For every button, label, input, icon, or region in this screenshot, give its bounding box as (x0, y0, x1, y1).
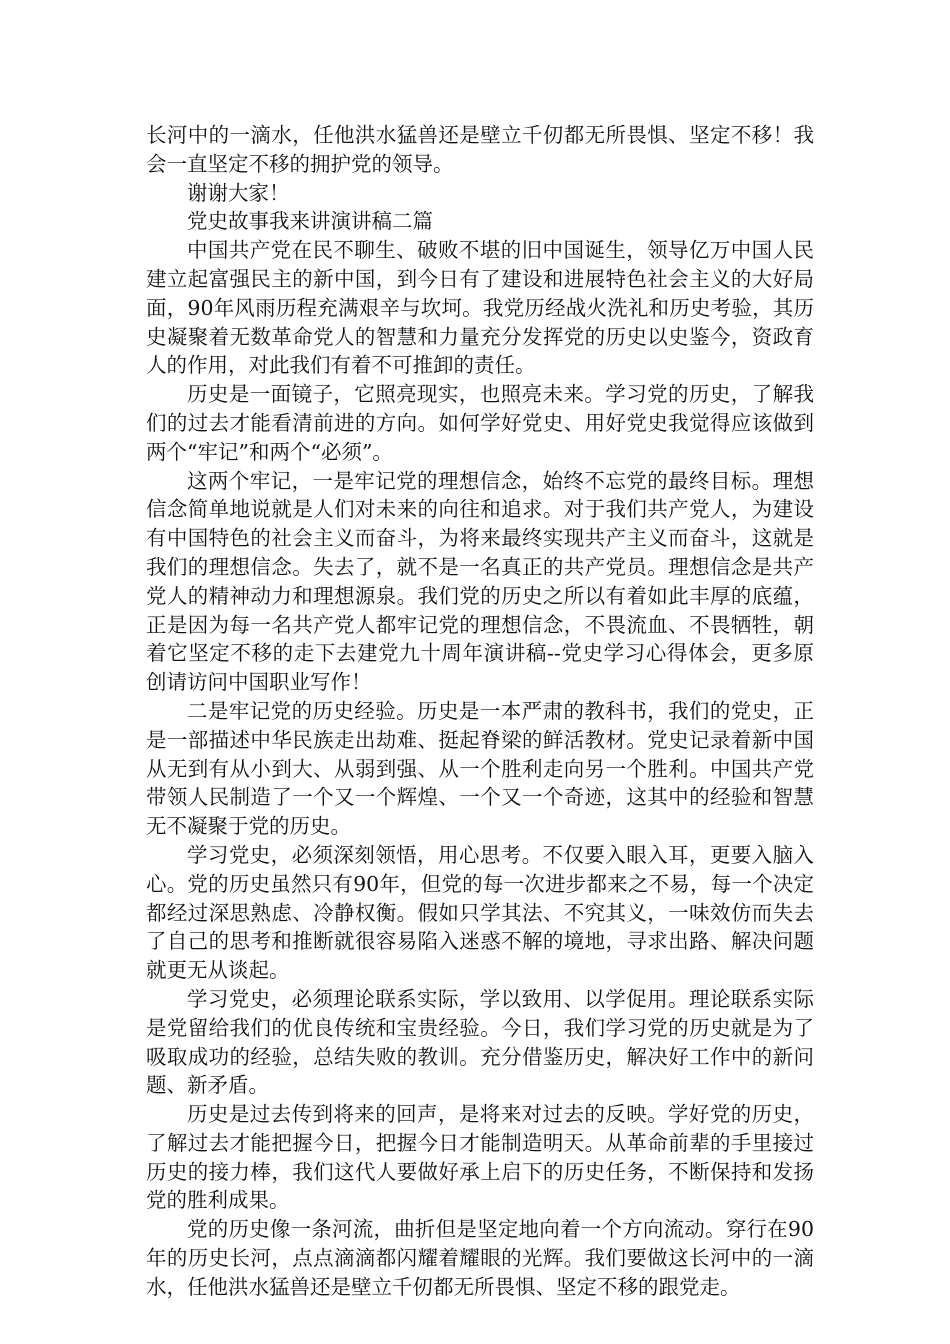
paragraph-continuation: 长河中的一滴水，任他洪水猛兽还是壁立千仞都无所畏惧、坚定不移！我会一直坚定不移的拥护党的领导。 (146, 123, 814, 176)
paragraph-thanks: 谢谢大家！ (187, 180, 290, 205)
paragraph: 这两个牢记，一是牢记党的理想信念，始终不忘党的最终目标。理想信念简单地说就是人们对未来的向往和追求。对于我们共产党人，为建设有中国特色的社会主义而奋斗，为将来最终实现共产主义而奋斗，这就是我们的理想信念。失去了，就不是一名真正的共产党员。理想信念是共产党人的精神动力和理想源泉。我们党的历史之所以有着如此丰厚的底蕴，正是因为每一名共产党人都牢记党的理想信念，不畏流血、不畏牺牲，朝着它坚定不移的走下去建党九十周年演讲稿--党史学习心得体会，更多原创请访问中国职业写作！ (146, 468, 814, 695)
paragraph: 学习党史，必须理论联系实际，学以致用、以学促用。理论联系实际是党留给我们的优良传统和宝贵经验。今日，我们学习党的历史就是为了吸取成功的经验，总结失败的教训。充分借鉴历史，解决好工作中的新问题、新矛盾。 (146, 986, 814, 1098)
section-title: 党史故事我来讲演讲稿二篇 (187, 209, 433, 234)
paragraph: 历史是一面镜子，它照亮现实，也照亮未来。学习党的历史，了解我们的过去才能看清前进的方向。如何学好党史、用好党史我觉得应该做到两个“牢记”和两个“必须”。 (146, 382, 814, 464)
paragraph: 党的历史像一条河流，曲折但是坚定地向着一个方向流动。穿行在90年的历史长河，点点滴滴都闪耀着耀眼的光辉。我们要做这长河中的一滴水，任他洪水猛兽还是壁立千仞都无所畏惧、坚定不移的跟党走。 (146, 1217, 814, 1299)
paragraph: 中国共产党在民不聊生、破败不堪的旧中国诞生，领导亿万中国人民建立起富强民主的新中国，到今日有了建设和进展特色社会主义的大好局面，90年风雨历程充满艰辛与坎坷。我党历经战火洗礼和历史考验，其历史凝聚着无数革命党人的智慧和力量充分发挥党的历史以史鉴今，资政育人的作用，对此我们有着不可推卸的责任。 (146, 238, 814, 378)
paragraph: 历史是过去传到将来的回声，是将来对过去的反映。学好党的历史，了解过去才能把握今日，把握今日才能制造明天。从革命前辈的手里接过历史的接力棒，我们这代人要做好承上启下的历史任务，不断保持和发扬党的胜利成果。 (146, 1102, 814, 1213)
document-page (146, 121, 814, 1302)
paragraph: 二是牢记党的历史经验。历史是一本严肃的教科书，我们的党史，正是一部描述中华民族走出劫难、挺起脊梁的鲜活教材。党史记录着新中国从无到有从小到大、从弱到强、从一个胜利走向另一个胜利。中国共产党带领人民制造了一个又一个辉煌、一个又一个奇迹，这其中的经验和智慧无不凝聚于党的历史。 (146, 698, 814, 839)
paragraph: 学习党史，必须深刻领悟，用心思考。不仅要入眼入耳，更要入脑入心。党的历史虽然只有90年，但党的每一次进步都来之不易，每一个决定都经过深思熟虑、冷静权衡。假如只学其法、不究其义，一味效仿而失去了自己的思考和推断就很容易陷入迷惑不解的境地，寻求出路、解决问题就更无从谈起。 (146, 842, 814, 983)
